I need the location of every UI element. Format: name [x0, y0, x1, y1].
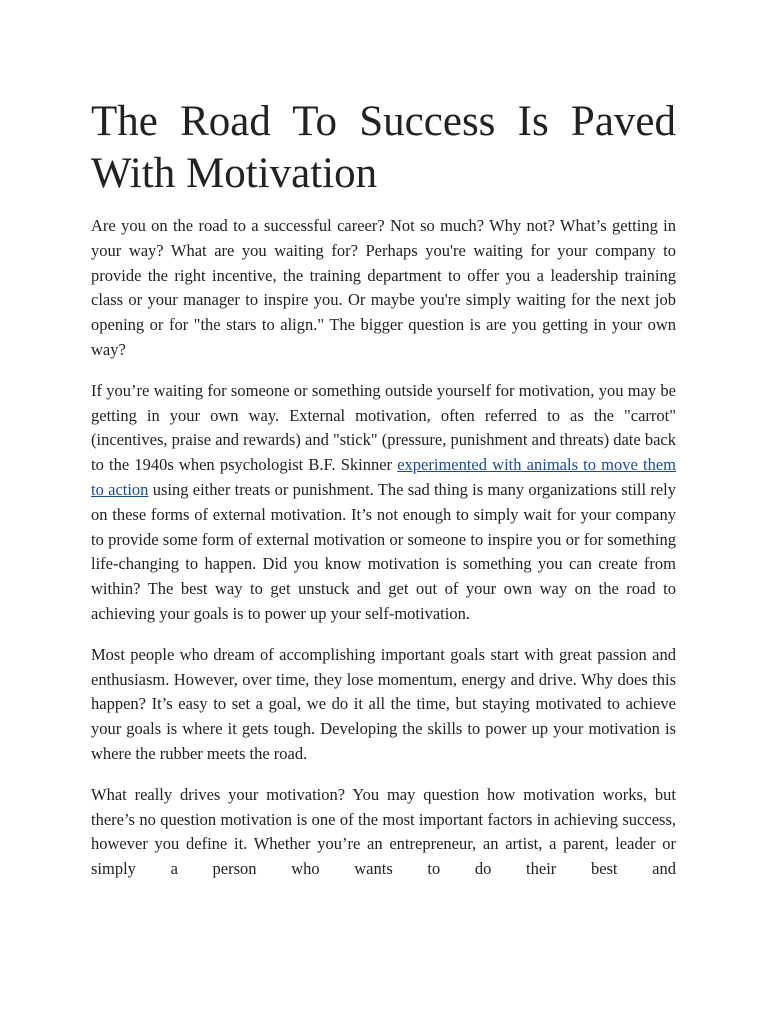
article [91, 96, 676, 882]
paragraph-2-after: using either treats or punishment. The sad thing is many organizations still rely on these forms of external motivation. It’s not enough to simply wait for your company to provide some form of external motivation or someone to inspire you or for something life-changing to happen. Did you know motivation is something you can create from within? The best way to get unstuck and get out of your own way on the road to achieving your goals is to power up your self-motivation. [91, 479, 676, 623]
article-title: The Road To Success Is Paved With Motivation [91, 98, 676, 197]
paragraph-3: Most people who dream of accomplishing important goals start with great passion and enthusiasm. However, over time, they lose momentum, energy and drive. Why does this happen? It’s easy to set a goal, we do it all the time, but staying motivated to achieve your goals is where it gets tough. Developing the skills to power up your motivation is where the rubber meets the road. [91, 644, 676, 763]
paragraph-1: Are you on the road to a successful career? Not so much? Why not? What’s getting in your way? What are you waiting for? Perhaps you're waiting for your company to provide the right incentive, the training department to offer you a leadership training class or your manager to inspire you. Or maybe you're simply waiting for the next job opening or for "the stars to align." The bigger question is are you getting in your own way? [91, 216, 676, 359]
paragraph-2-before: If you’re waiting for someone or something outside yourself for motivation, you may be getting in your own way. External motivation, often referred to as the "carrot" (incentives, praise and rewards) and "stick" (pressure, punishment and threats) date back to the 1940s when psychologist B.F. Skinner [91, 380, 676, 475]
paragraph-2 [91, 379, 676, 627]
paragraph-4: What really drives your motivation? You may question how motivation works, but there’s no question motivation is one of the most important factors in achieving success, however you define it. Whether you’re an entrepreneur, an artist, a parent, leader or simply a person who wants to do their best and [91, 784, 676, 879]
skinner-experiment-link[interactable]: experimented with animals to move them to action [91, 455, 677, 499]
